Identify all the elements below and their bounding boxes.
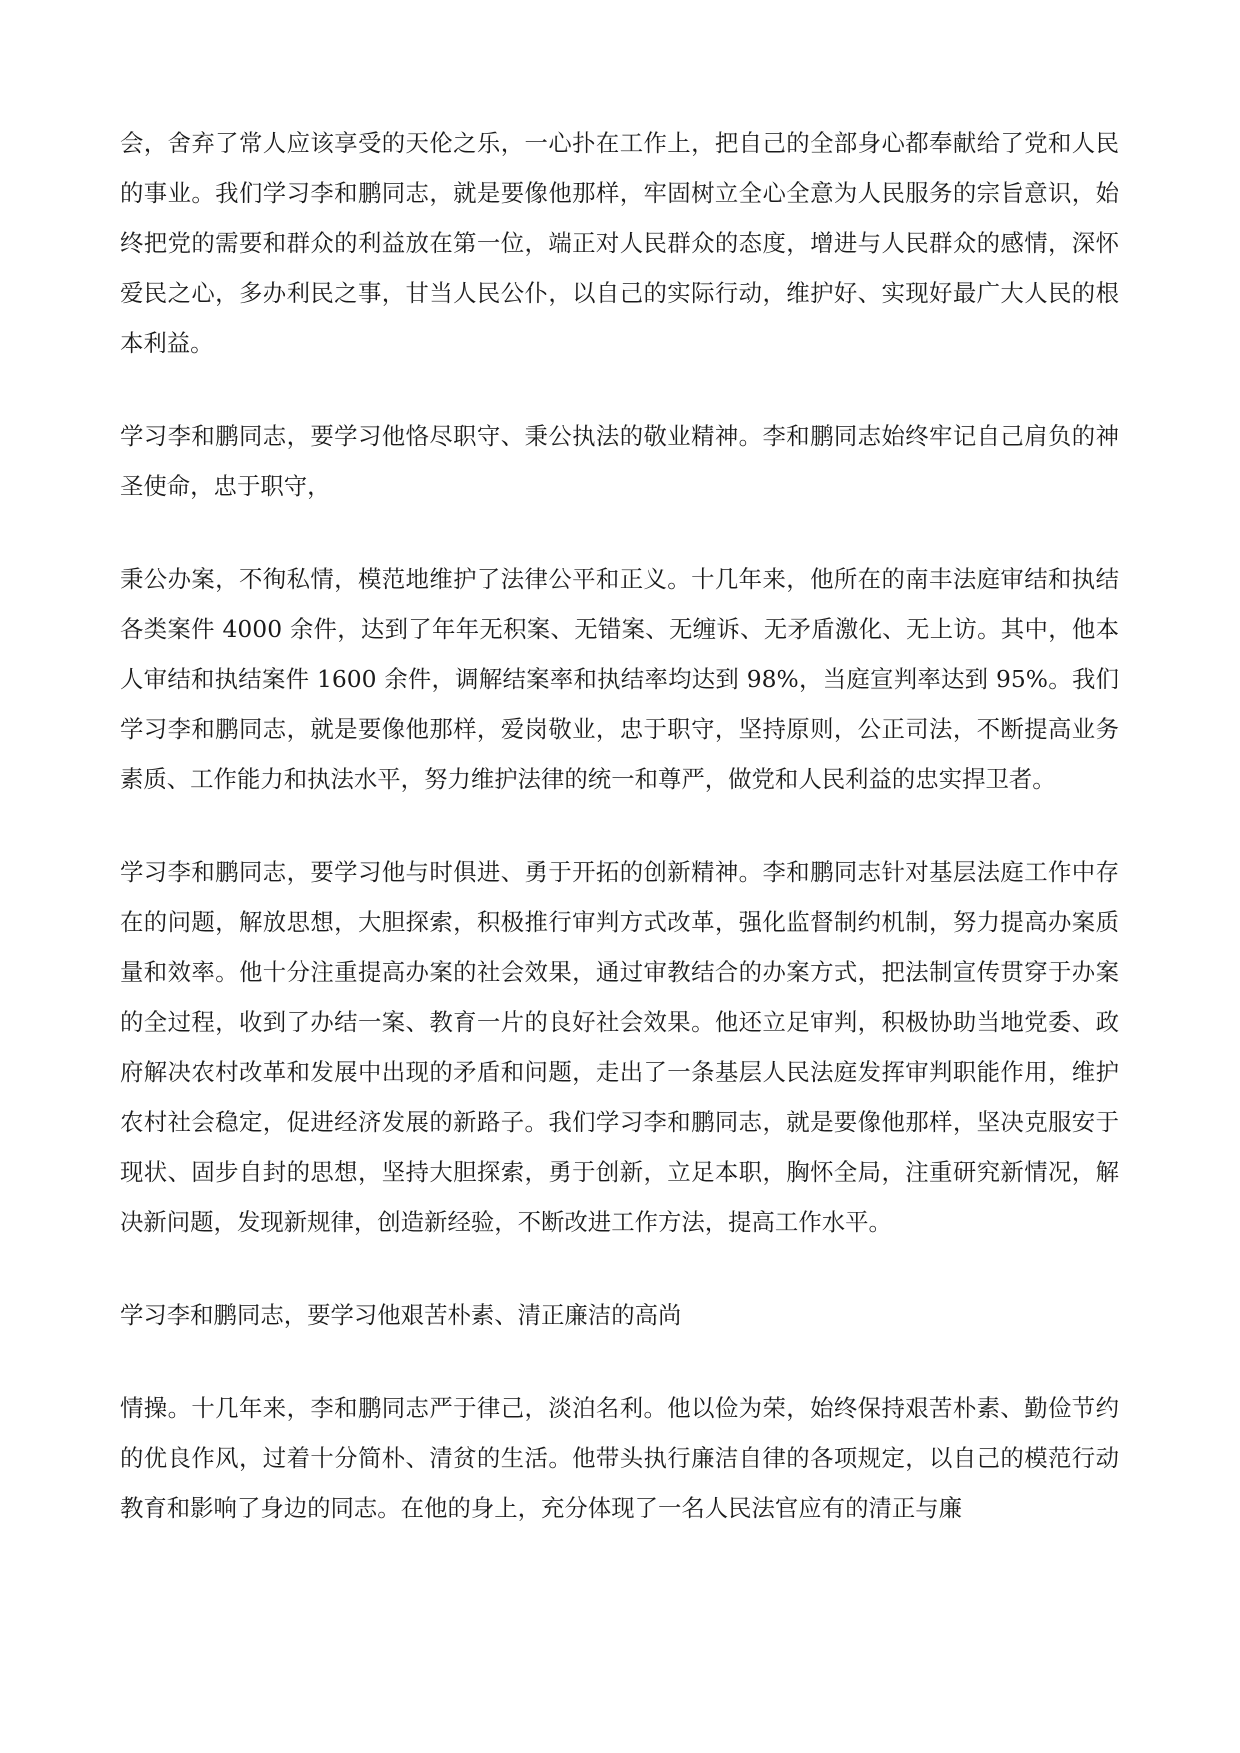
document-body <box>120 118 1119 1533</box>
paragraph-5: 学习李和鹏同志，要学习他艰苦朴素、清正廉洁的高尚 <box>120 1301 682 1329</box>
paragraph-3: 秉公办案，不徇私情，模范地维护了法律公平和正义。十几年来，他所在的南丰法庭审结和执结各类案件 4000 余件，达到了年年无积案、无错案、无缠诉、无矛盾激化、无上访。其中，他本人审结和执结案件 1600 余件，调解结案率和执结率均达到 98%，当庭宣判率达到 95%。我们学习李和鹏同志，就是要像他那样，爱岗敬业，忠于职守，坚持原则，公正司法，不断提高业务素质、工作能力和执法水平，努力维护法律的统一和尊严，做党和人民利益的忠实捍卫者。 <box>120 565 1119 793</box>
paragraph-1: 会，舍弃了常人应该享受的天伦之乐，一心扑在工作上，把自己的全部身心都奉献给了党和人民的事业。我们学习李和鹏同志，就是要像他那样，牢固树立全心全意为人民服务的宗旨意识，始终把党的需要和群众的利益放在第一位，端正对人民群众的态度，增进与人民群众的感情，深怀爱民之心，多办利民之事，甘当人民公仆，以自己的实际行动，维护好、实现好最广大人民的根本利益。 <box>120 129 1119 357</box>
paragraph-4: 学习李和鹏同志，要学习他与时俱进、勇于开拓的创新精神。李和鹏同志针对基层法庭工作中存在的问题，解放思想，大胆探索，积极推行审判方式改革，强化监督制约机制，努力提高办案质量和效率。他十分注重提高办案的社会效果，通过审教结合的办案方式，把法制宣传贯穿于办案的全过程，收到了办结一案、教育一片的良好社会效果。他还立足审判，积极协助当地党委、政府解决农村改革和发展中出现的矛盾和问题，走出了一条基层人民法庭发挥审判职能作用，维护农村社会稳定，促进经济发展的新路子。我们学习李和鹏同志，就是要像他那样，坚决克服安于现状、固步自封的思想，坚持大胆探索，勇于创新，立足本职，胸怀全局，注重研究新情况，解决新问题，发现新规律，创造新经验，不断改进工作方法，提高工作水平。 <box>120 858 1119 1236</box>
paragraph-2: 学习李和鹏同志，要学习他恪尽职守、秉公执法的敬业精神。李和鹏同志始终牢记自己肩负的神圣使命，忠于职守， <box>120 422 1119 500</box>
paragraph-6: 情操。十几年来，李和鹏同志严于律己，淡泊名利。他以俭为荣，始终保持艰苦朴素、勤俭节约的优良作风，过着十分简朴、清贫的生活。他带头执行廉洁自律的各项规定，以自己的模范行动教育和影响了身边的同志。在他的身上，充分体现了一名人民法官应有的清正与廉 <box>120 1394 1119 1522</box>
